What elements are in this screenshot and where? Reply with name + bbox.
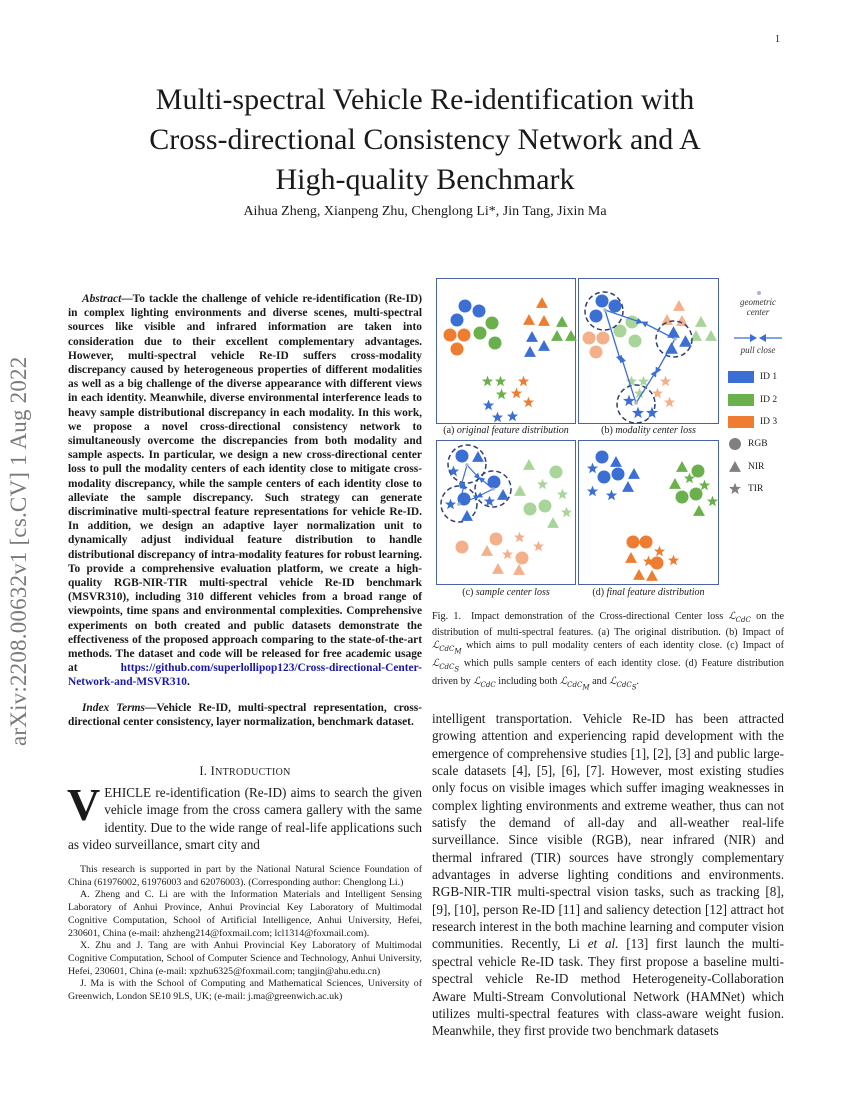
title-line-2: Cross-directional Consistency Network and A: [149, 123, 701, 156]
panel-c-caption-text: sample center loss: [475, 587, 550, 598]
caption-part-4: which pulls sample centers of each identity close. (d) Feature distribution driven by: [432, 657, 784, 687]
panel-a-label: (a): [443, 425, 455, 436]
panel-b-caption: [578, 425, 719, 436]
footnote-funding: This research is supported in part by the National Natural Science Foundation of China (61976002, 61976003 and 62076003). (Corresponding author: Chenglong Li.): [68, 864, 422, 888]
id-3-swatch-icon: [728, 416, 754, 428]
legend-id-2: [728, 394, 777, 406]
id-1-swatch-icon: [728, 371, 754, 383]
code-link[interactable]: https://github.com/superlollipop123/Cross-directional-Center-Network-and-MSVR310: [68, 662, 422, 689]
figure-caption: [432, 611, 784, 694]
legend-id-1: [728, 371, 777, 383]
author-list: Aihua Zheng, Xianpeng Zhu, Chenglong Li*, Jin Tang, Jixin Ma: [243, 204, 607, 219]
triangle-icon: [728, 460, 742, 474]
index-terms-label: Index Terms: [82, 702, 145, 714]
intro-continuation: [432, 710, 784, 1040]
index-terms: [68, 701, 422, 729]
loss-cdc-symbol-2: ℒ$_{CdC}$: [473, 675, 496, 689]
abstract: [68, 292, 422, 690]
legend-tir: [728, 482, 763, 496]
index-terms-text: —Vehicle Re-ID, multi-spectral representation, cross-directional center consistency, layer normalization, benchmark dataset.: [68, 702, 422, 729]
abstract-end: .: [186, 676, 190, 689]
panel-c-scatter: [437, 441, 577, 586]
abstract-text: —To tackle the challenge of vehicle re-identification (Re-ID) in complex lighting environments and diverse scenes, multi-spectral sources like visible and infrared information are taken into consideration due to their excellent complementary advantages. However, multi-spectral vehicle Re-ID suffers cross-modality discrepancy caused by heterogeneous properties of different modalities as well as a big challenge of the diverse appearance with different views in each identity. Meanwhile, diverse environmental interference leads to heavy sample distributional discrepancy in each modality. In this work, we propose a novel cross-directional consistency network to simultaneously overcome the discrepancies from both modality and sample aspects. In particular, we design a new cross-directional center loss to pull the modality centers of each identity close to mitigate cross-modality discrepancy, while the sample centers of each identity close to alleviate the sample discrepancy. Such strategy can generate discriminative multi-spectral feature representations for vehicle Re-ID. In addition, we design an adaptive layer normalization unit to dynamically adjust individual feature distribution to handle distributional discrepancy of intra-modality features for robust learning. To provide a comprehensive evaluation platform, we create a high-quality RGB-NIR-TIR multi-spectral vehicle Re-ID benchmark (MSVR310), including 310 different vehicles from a broad range of viewpoints, time spans and environmental complexities. Comprehensive experiments on both created and public datasets demonstrate the effectiveness of the proposed approach comparing to the state-of-the-art methods. The dataset and code will be released for free academic usage at: [68, 293, 422, 675]
legend-tir-label: TIR: [748, 484, 764, 494]
legend-id-3-label: ID 3: [760, 417, 778, 427]
legend-id-1-label: ID 1: [760, 372, 778, 382]
caption-part-3: which aims to pull modality centers of each identity close. (c) Impact of: [461, 639, 784, 651]
intro-continuation-text-1: intelligent transportation. Vehicle Re-ID has been attracted growing attention and experiencing rapid development with the emergence of comprehensive studies [1], [2], [3] and public large-scale datasets [4], [5], [6], [7]. However, most existing studies only focus on visible images which suffer imaging weaknesses in complex lighting environments and extreme weather, thus can not satisfy the demand of all-day and all-weather real-life surveillance. Since visible (RGB), near infrared (NIR) and thermal infrared (TIR) sources have strongly complementary advantages in adverse lighting conditions and environments. RGB-NIR-TIR multi-spectral vision tasks, such as tracking [8], [9], [10], person Re-ID [11] and saliency detection [12] attract hot research interest in the both machine learning and computer vision communities. Recently, Li: [432, 711, 784, 952]
intro-first-word: EHICLE: [104, 785, 152, 800]
panel-a-scatter: [437, 279, 577, 425]
abstract-label: Abstract: [82, 293, 122, 305]
panel-d-label: (d): [592, 587, 605, 598]
title-line-1: Multi-spectral Vehicle Re-identification with: [155, 83, 695, 116]
loss-cdcm-symbol: ℒ$_{CdC_M}$: [432, 639, 462, 655]
legend-geometric-center: geometric center: [740, 297, 776, 317]
arxiv-stamp: arXiv:2208.00632v1 [cs.CV] 1 Aug 2022: [6, 356, 31, 746]
panel-d-scatter: [579, 441, 720, 586]
loss-cdcs-symbol-2: ℒ$_{CdC_S}$: [609, 675, 637, 692]
legend-rgb: [728, 437, 768, 451]
footnote-affiliation-3: J. Ma is with the School of Computing and Mathematical Sciences, University of Greenwich, London SE10 9LS, UK; (e-mail: j.ma@greenwich.ac.uk): [68, 978, 422, 1003]
loss-cdc-symbol: ℒ$_{CdC}$: [728, 611, 751, 624]
panel-a-original: [436, 278, 576, 424]
panel-c-caption: [436, 587, 576, 598]
intro-text: re-identification (Re-ID) aims to search the given vehicle image from the cross camera gallery with the same identity. Due to the wide range of real-life applications such as video surveillance, smart city and: [68, 785, 422, 852]
panel-b-modality-center: [578, 278, 719, 424]
geometric-center-icon: [756, 290, 762, 296]
caption-part-6: and: [589, 675, 610, 687]
page-number: 1: [775, 34, 780, 45]
pull-close-arrows-icon: [734, 333, 782, 343]
footnotes: [68, 864, 422, 1004]
caption-part-1: Impact demonstration of the Cross-directional Center loss: [471, 611, 729, 622]
loss-cdcm-symbol-2: ℒ$_{CdC_M}$: [559, 675, 590, 692]
caption-part-7: .: [636, 675, 640, 687]
panel-b-label: (b): [601, 425, 613, 436]
paper-title: [80, 80, 770, 200]
dropcap: V: [67, 779, 101, 830]
figure-label: Fig. 1.: [432, 611, 462, 622]
panel-c-sample-center: [436, 440, 576, 585]
circle-icon: [728, 437, 742, 451]
section-heading-introduction: [68, 764, 422, 779]
caption-part-5: including both: [495, 675, 560, 687]
intro-paragraph: [67, 779, 422, 853]
section-title: NTRODUCTION: [215, 767, 291, 778]
legend-nir: [728, 460, 764, 474]
loss-cdcs-symbol: ℒ$_{CdC_S}$: [432, 657, 460, 674]
panel-a-caption: [436, 425, 576, 436]
legend-nir-label: NIR: [748, 462, 765, 472]
panel-c-label: (c): [462, 587, 474, 598]
panel-d-caption: [578, 587, 719, 598]
panel-d-final: [578, 440, 719, 585]
panel-a-caption-text: original feature distribution: [456, 425, 569, 436]
intro-continuation-text-2: [13] first launch the multi-spectral vehicle Re-ID task. They first propose a baseline multi-spectral vehicle Re-ID method Heterogeneity-Collaboration Aware Multi-Stream Convolutional Network (HAMNet) which utilizes multi-spectral features with class-aware weight fusion. Meanwhile, they first provide two benchmark datasets: [432, 936, 784, 1039]
legend-pull-close: pull close: [740, 345, 776, 355]
footnote-affiliation-2: X. Zhu and J. Tang are with Anhui Provincial Key Laboratory of Multimodal Cognitive Computation, School of Computer Science and Technology, Anhui University, Hefei, 230601, China (e-mail: xpzhu6325@foxmail.com; tangjin@ahu.edu.cn): [68, 940, 422, 977]
section-numeral: I. I: [199, 764, 216, 778]
id-2-swatch-icon: [728, 394, 754, 406]
legend-id-3: [728, 416, 777, 428]
legend-id-2-label: ID 2: [760, 395, 778, 405]
legend-rgb-label: RGB: [748, 439, 768, 449]
et-al: et al.: [587, 936, 619, 952]
title-line-3: High-quality Benchmark: [275, 163, 575, 196]
star-icon: [728, 482, 742, 496]
panel-b-scatter: [579, 279, 720, 425]
caption-part-2: on the distribution of multi-spectral features. (a) The original distribution. (b) Impact of: [432, 611, 784, 638]
footnote-affiliation-1: A. Zheng and C. Li are with the Information Materials and Intelligent Sensing Laboratory of Anhui Province, Anhui Provincial Key Laboratory of Multimodal Cognitive Computation, School of Artificial Intelligence, Anhui University, Hefei, 230601, China (e-mail: ahzheng214@foxmail.com; lcl1314@foxmail.com).: [68, 889, 422, 939]
panel-d-caption-text: final feature distribution: [606, 587, 705, 598]
panel-b-caption-text: modality center loss: [615, 425, 696, 436]
